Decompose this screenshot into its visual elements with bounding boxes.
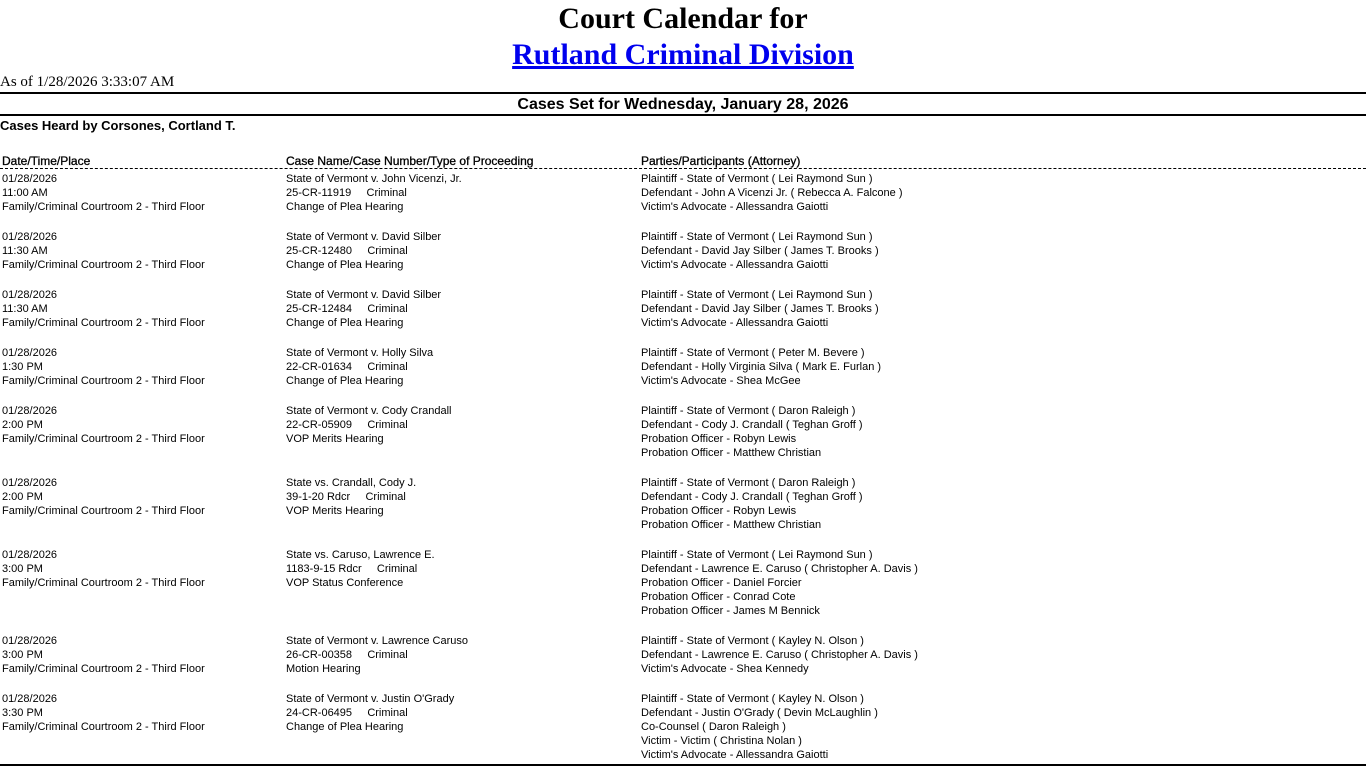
date-time-place (2, 346, 205, 388)
parties (641, 288, 1366, 330)
judge-heading: Cases Heard by Corsones, Cortland T. (0, 118, 236, 133)
party: Probation Officer - Conrad Cote (641, 591, 796, 603)
divider (0, 764, 1366, 766)
case-row (0, 548, 1366, 634)
case-name: State vs. Caruso, Lawrence E. (286, 549, 435, 561)
party: Defendant - David Jay Silber ( James T. Brooks ) (641, 303, 879, 315)
case-time: 3:00 PM (2, 563, 43, 575)
party: Probation Officer - Matthew Christian (641, 519, 822, 531)
cases-set-for: Cases Set for Wednesday, January 28, 2026 (517, 96, 849, 113)
case-name: State vs. Crandall, Cody J. (286, 477, 417, 489)
case-proceeding: VOP Merits Hearing (286, 433, 384, 445)
case-proceeding: VOP Status Conference (286, 577, 404, 589)
party: Defendant - David Jay Silber ( James T. Brooks ) (641, 245, 879, 257)
case-name: State of Vermont v. Justin O'Grady (286, 693, 455, 705)
parties (641, 230, 1366, 272)
party: Probation Officer - James M Bennick (641, 605, 820, 617)
date-time-place (2, 172, 205, 214)
party: Probation Officer - Daniel Forcier (641, 577, 802, 589)
case-name: State of Vermont v. John Vicenzi, Jr. (286, 173, 462, 185)
party: Defendant - Lawrence E. Caruso ( Christopher A. Davis ) (641, 563, 918, 575)
party: Victim's Advocate - Allessandra Gaiotti (641, 201, 829, 213)
party: Defendant - Cody J. Crandall ( Teghan Groff ) (641, 491, 863, 503)
case-number: 22-CR-05909 Criminal (286, 419, 408, 431)
table-header (0, 154, 1366, 169)
party: Defendant - Holly Virginia Silva ( Mark E. Furlan ) (641, 361, 882, 373)
case-row (0, 230, 1366, 288)
case-proceeding: VOP Merits Hearing (286, 505, 384, 517)
party: Plaintiff - State of Vermont ( Daron Raleigh ) (641, 405, 856, 417)
case-date: 01/28/2026 (2, 635, 58, 647)
case-proceeding: Change of Plea Hearing (286, 375, 404, 387)
case-date: 01/28/2026 (2, 477, 58, 489)
party: Victim's Advocate - Allessandra Gaiotti (641, 749, 829, 761)
party: Plaintiff - State of Vermont ( Peter M. Bevere ) (641, 347, 865, 359)
case-number: 1183-9-15 Rdcr Criminal (286, 563, 418, 575)
party: Co-Counsel ( Daron Raleigh ) (641, 721, 786, 733)
case-proceeding: Motion Hearing (286, 663, 361, 675)
date-time-place (2, 288, 205, 330)
case-place: Family/Criminal Courtroom 2 - Third Floor (2, 201, 205, 213)
case-time: 11:00 AM (2, 187, 48, 199)
case-number: 24-CR-06495 Criminal (286, 707, 408, 719)
case-place: Family/Criminal Courtroom 2 - Third Floor (2, 663, 205, 675)
date-time-place (2, 634, 205, 676)
party: Plaintiff - State of Vermont ( Daron Raleigh ) (641, 477, 856, 489)
date-time-place (2, 548, 205, 590)
case-info (286, 346, 433, 388)
parties (641, 634, 1366, 676)
case-number: 26-CR-00358 Criminal (286, 649, 408, 661)
court-link[interactable]: Rutland Criminal Division (512, 38, 854, 71)
case-number: 25-CR-11919 Criminal (286, 187, 407, 199)
case-date: 01/28/2026 (2, 173, 58, 185)
case-row (0, 476, 1366, 548)
as-of-timestamp: As of 1/28/2026 3:33:07 AM (0, 74, 175, 90)
case-row (0, 346, 1366, 404)
case-number: 25-CR-12480 Criminal (286, 245, 408, 257)
case-row (0, 404, 1366, 476)
case-row (0, 172, 1366, 230)
case-place: Family/Criminal Courtroom 2 - Third Floor (2, 577, 205, 589)
party: Defendant - Justin O'Grady ( Devin McLaughlin ) (641, 707, 878, 719)
case-name: State of Vermont v. Lawrence Caruso (286, 635, 468, 647)
parties (641, 172, 1366, 214)
parties (641, 548, 1366, 618)
date-time-place (2, 230, 205, 272)
header-date: Date/Time/Place (2, 154, 91, 168)
case-name: State of Vermont v. David Silber (286, 231, 442, 243)
case-row (0, 634, 1366, 692)
case-date: 01/28/2026 (2, 693, 58, 705)
case-number: 22-CR-01634 Criminal (286, 361, 408, 373)
party: Plaintiff - State of Vermont ( Kayley N. Olson ) (641, 693, 864, 705)
party: Probation Officer - Robyn Lewis (641, 433, 797, 445)
date-time-place (2, 476, 205, 518)
divider (0, 92, 1366, 94)
case-info (286, 692, 454, 734)
case-info (286, 404, 452, 446)
date-time-place (2, 692, 205, 734)
case-proceeding: Change of Plea Hearing (286, 259, 404, 271)
party: Defendant - Cody J. Crandall ( Teghan Groff ) (641, 419, 863, 431)
party: Victim's Advocate - Allessandra Gaiotti (641, 259, 829, 271)
case-date: 01/28/2026 (2, 549, 58, 561)
case-time: 1:30 PM (2, 361, 43, 373)
case-info (286, 172, 462, 214)
parties (641, 476, 1366, 532)
party: Victim - Victim ( Christina Nolan ) (641, 735, 802, 747)
party: Plaintiff - State of Vermont ( Lei Raymond Sun ) (641, 231, 873, 243)
case-name: State of Vermont v. Holly Silva (286, 347, 434, 359)
case-date: 01/28/2026 (2, 231, 58, 243)
case-date: 01/28/2026 (2, 347, 58, 359)
case-place: Family/Criminal Courtroom 2 - Third Floor (2, 721, 205, 733)
case-date: 01/28/2026 (2, 289, 58, 301)
case-place: Family/Criminal Courtroom 2 - Third Floor (2, 505, 205, 517)
case-number: 39-1-20 Rdcr Criminal (286, 491, 406, 503)
case-date: 01/28/2026 (2, 405, 58, 417)
header-case: Case Name/Case Number/Type of Proceeding (286, 154, 534, 168)
case-name: State of Vermont v. Cody Crandall (286, 405, 452, 417)
case-place: Family/Criminal Courtroom 2 - Third Floor (2, 433, 205, 445)
case-list (0, 172, 1366, 778)
case-info (286, 634, 468, 676)
case-info (286, 230, 441, 272)
party: Plaintiff - State of Vermont ( Lei Raymond Sun ) (641, 549, 873, 561)
page-title: Court Calendar for (558, 2, 808, 35)
party: Probation Officer - Matthew Christian (641, 447, 822, 459)
case-proceeding: Change of Plea Hearing (286, 317, 404, 329)
case-name: State of Vermont v. David Silber (286, 289, 442, 301)
parties (641, 346, 1366, 388)
court-heading (0, 38, 1366, 72)
party: Victim's Advocate - Shea McGee (641, 375, 801, 387)
case-time: 3:30 PM (2, 707, 43, 719)
case-row (0, 288, 1366, 346)
divider (0, 114, 1366, 116)
case-number: 25-CR-12484 Criminal (286, 303, 408, 315)
parties (641, 692, 1366, 762)
case-time: 11:30 AM (2, 245, 48, 257)
case-place: Family/Criminal Courtroom 2 - Third Floor (2, 317, 205, 329)
parties (641, 404, 1366, 460)
party: Plaintiff - State of Vermont ( Lei Raymond Sun ) (641, 289, 873, 301)
party: Plaintiff - State of Vermont ( Lei Raymond Sun ) (641, 173, 873, 185)
case-time: 11:30 AM (2, 303, 48, 315)
case-info (286, 548, 435, 590)
case-place: Family/Criminal Courtroom 2 - Third Floor (2, 259, 205, 271)
party: Victim's Advocate - Shea Kennedy (641, 663, 809, 675)
party: Defendant - Lawrence E. Caruso ( Christopher A. Davis ) (641, 649, 918, 661)
case-proceeding: Change of Plea Hearing (286, 201, 404, 213)
party: Victim's Advocate - Allessandra Gaiotti (641, 317, 829, 329)
case-info (286, 288, 441, 330)
case-proceeding: Change of Plea Hearing (286, 721, 404, 733)
date-time-place (2, 404, 205, 446)
party: Plaintiff - State of Vermont ( Kayley N. Olson ) (641, 635, 864, 647)
case-time: 2:00 PM (2, 491, 43, 503)
case-info (286, 476, 416, 518)
case-time: 2:00 PM (2, 419, 43, 431)
party: Probation Officer - Robyn Lewis (641, 505, 797, 517)
case-place: Family/Criminal Courtroom 2 - Third Floor (2, 375, 205, 387)
party: Defendant - John A Vicenzi Jr. ( Rebecca A. Falcone ) (641, 187, 903, 199)
header-parties: Parties/Participants (Attorney) (641, 154, 801, 168)
case-time: 3:00 PM (2, 649, 43, 661)
